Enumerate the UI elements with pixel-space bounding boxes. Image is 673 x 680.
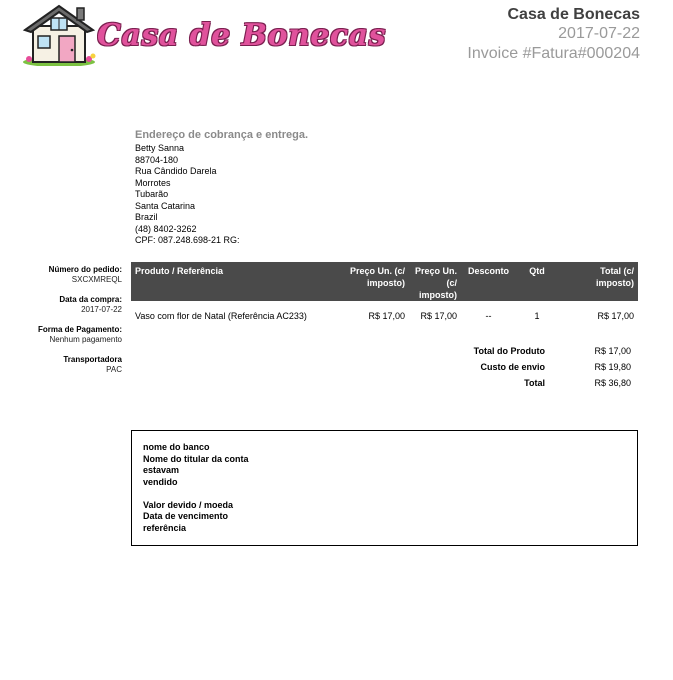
bank-line: referência <box>143 522 187 533</box>
address-line: Santa Catarina <box>135 200 196 211</box>
invoice-number: Invoice #Fatura#000204 <box>467 45 640 62</box>
grand-total-label: Total <box>524 378 545 388</box>
header-unit-price-2: Preço Un. (c/ imposto) <box>409 262 461 301</box>
order-number-value: SXCXMREQL <box>71 275 122 284</box>
bank-line: nome do banco <box>143 442 210 452</box>
header-total: Total (c/ imposto) <box>558 262 638 301</box>
bank-line: Data de vencimento <box>143 511 229 521</box>
invoice-header <box>467 5 640 64</box>
bank-info-box <box>131 430 638 546</box>
order-number-label: Número do pedido: <box>48 265 122 274</box>
address-title: Endereço de cobrança e entrega. <box>135 129 309 141</box>
logo-text: Casa de Bonecas <box>97 18 386 53</box>
bank-line: Valor devido / moeda <box>143 499 234 510</box>
cell-product: Vaso com flor de Natal (Referência AC233) <box>135 311 307 321</box>
address-line: Brazil <box>135 212 158 222</box>
store-logo <box>21 2 386 66</box>
purchase-date-value: 2017-07-22 <box>81 305 122 314</box>
grand-total-value: R$ 36,80 <box>594 378 631 388</box>
totals-row <box>0 359 631 375</box>
address-line: Morrotes <box>135 177 171 188</box>
invoice-date: 2017-07-22 <box>558 25 640 42</box>
cell-unit-price: R$ 17,00 <box>368 311 405 321</box>
cell-total: R$ 17,00 <box>597 311 634 321</box>
dollhouse-icon <box>21 2 99 66</box>
table-row <box>131 301 638 326</box>
address-line: Rua Cândido Darela <box>135 166 217 176</box>
cell-unit-price-2: R$ 17,00 <box>420 311 457 321</box>
address-line: 88704-180 <box>135 154 179 165</box>
bank-line: estavam <box>143 465 180 475</box>
cell-discount: -- <box>485 311 492 321</box>
store-name: Casa de Bonecas <box>507 6 640 23</box>
carrier-value: PAC <box>106 365 122 374</box>
bank-line: vendido <box>143 476 178 487</box>
carrier-label: Transportadora <box>63 355 122 364</box>
header-product: Produto / Referência <box>131 262 339 301</box>
address-line: Tubarão <box>135 189 169 199</box>
cell-qty: 1 <box>534 311 540 321</box>
table-header-row <box>131 262 638 301</box>
header-qty: Qtd <box>516 262 558 301</box>
payment-method-value: Nenhum pagamento <box>49 335 122 344</box>
product-total-label: Total do Produto <box>473 346 545 356</box>
billing-address <box>135 129 308 247</box>
shipping-cost-value: R$ 19,80 <box>594 362 631 372</box>
spacer <box>143 488 626 500</box>
bank-line: Nome do titular da conta <box>143 453 249 464</box>
totals-row <box>0 343 631 359</box>
product-total-value: R$ 17,00 <box>594 346 631 356</box>
shipping-cost-label: Custo de envio <box>480 362 545 372</box>
purchase-date-label: Data da compra: <box>59 295 122 304</box>
header-discount: Desconto <box>461 262 516 301</box>
address-line: (48) 8402-3262 <box>135 223 197 234</box>
product-table <box>131 262 638 326</box>
totals-row <box>0 375 631 391</box>
payment-method-label: Forma de Pagamento: <box>37 325 122 334</box>
header-unit-price: Preço Un. (c/ imposto) <box>339 262 409 301</box>
address-line: Betty Sanna <box>135 143 185 153</box>
address-line: CPF: 087.248.698-21 RG: <box>135 235 240 245</box>
order-totals <box>0 343 631 391</box>
